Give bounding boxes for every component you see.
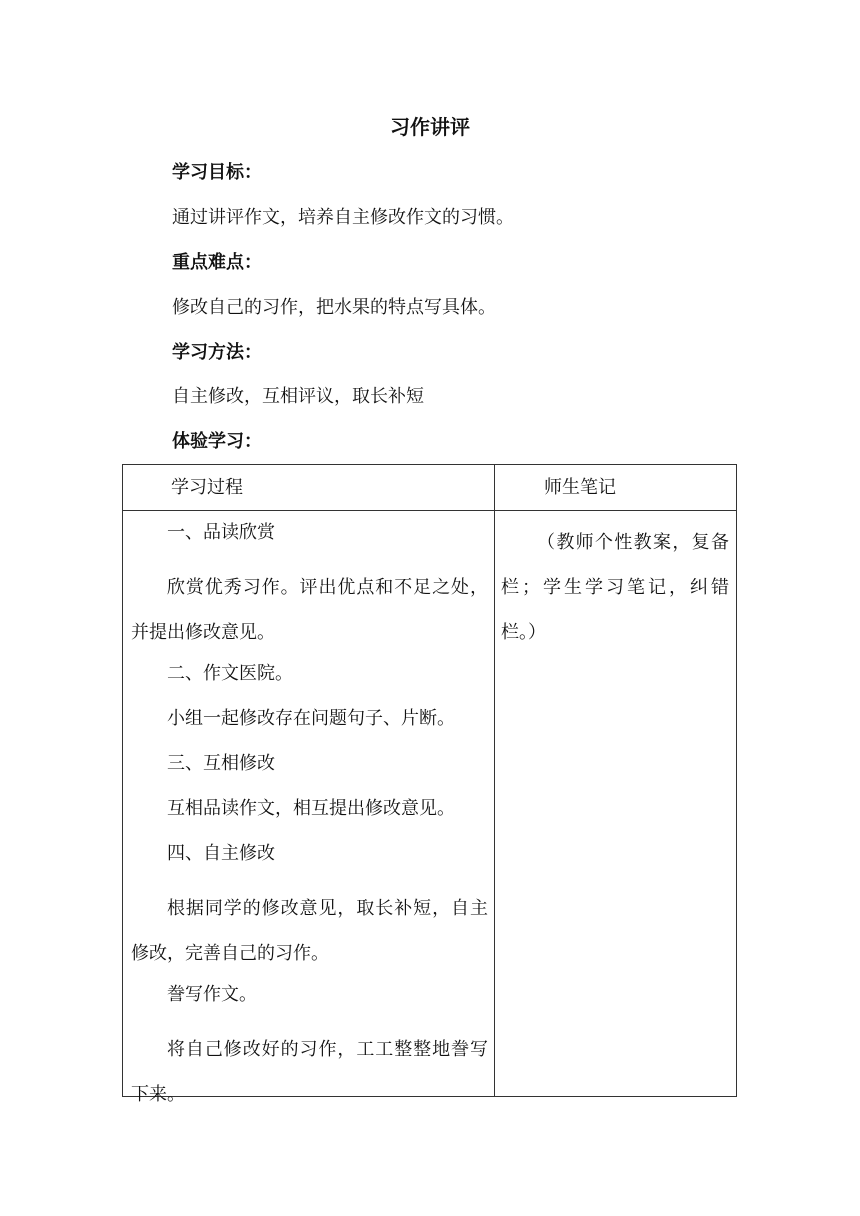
list-item: 小组一起修改存在问题句子、片断。 [167, 708, 455, 729]
list-item: 二、作文医院。 [167, 663, 293, 684]
table-header-divider [123, 510, 736, 511]
method-text: 自主修改，互相评议，取长补短 [172, 386, 424, 407]
list-item: 一、品读欣赏 [167, 522, 275, 543]
key-heading: 重点难点： [172, 252, 262, 273]
process-column [131, 520, 488, 1117]
method-heading: 学习方法： [172, 342, 262, 363]
table-header-process: 学习过程 [171, 477, 243, 498]
document-title: 习作讲评 [390, 115, 470, 139]
table-header-notes: 师生笔记 [544, 477, 616, 498]
list-item: 互相品读作文，相互提出修改意见。 [167, 798, 455, 819]
list-item: 欣赏优秀习作。评出优点和不足之处，并提出修改意见。 [131, 577, 488, 643]
goal-text: 通过讲评作文，培养自主修改作文的习惯。 [172, 207, 514, 228]
learning-table [122, 464, 737, 1105]
goal-heading: 学习目标： [172, 162, 262, 183]
list-item: 根据同学的修改意见，取长补短，自主修改，完善自己的习作。 [131, 898, 488, 964]
notes-text: （教师个性教案，复备栏；学生学习笔记，纠错栏。） [501, 532, 729, 643]
notes-column [501, 520, 729, 655]
list-item: 四、自主修改 [167, 843, 275, 864]
key-text: 修改自己的习作，把水果的特点写具体。 [172, 297, 496, 318]
list-item: 誊写作文。 [167, 984, 257, 1005]
experience-heading: 体验学习： [172, 431, 262, 452]
list-item: 三、互相修改 [167, 753, 275, 774]
table-column-divider [494, 465, 495, 1096]
list-item: 将自己修改好的习作，工工整整地誊写下来。 [131, 1039, 488, 1105]
